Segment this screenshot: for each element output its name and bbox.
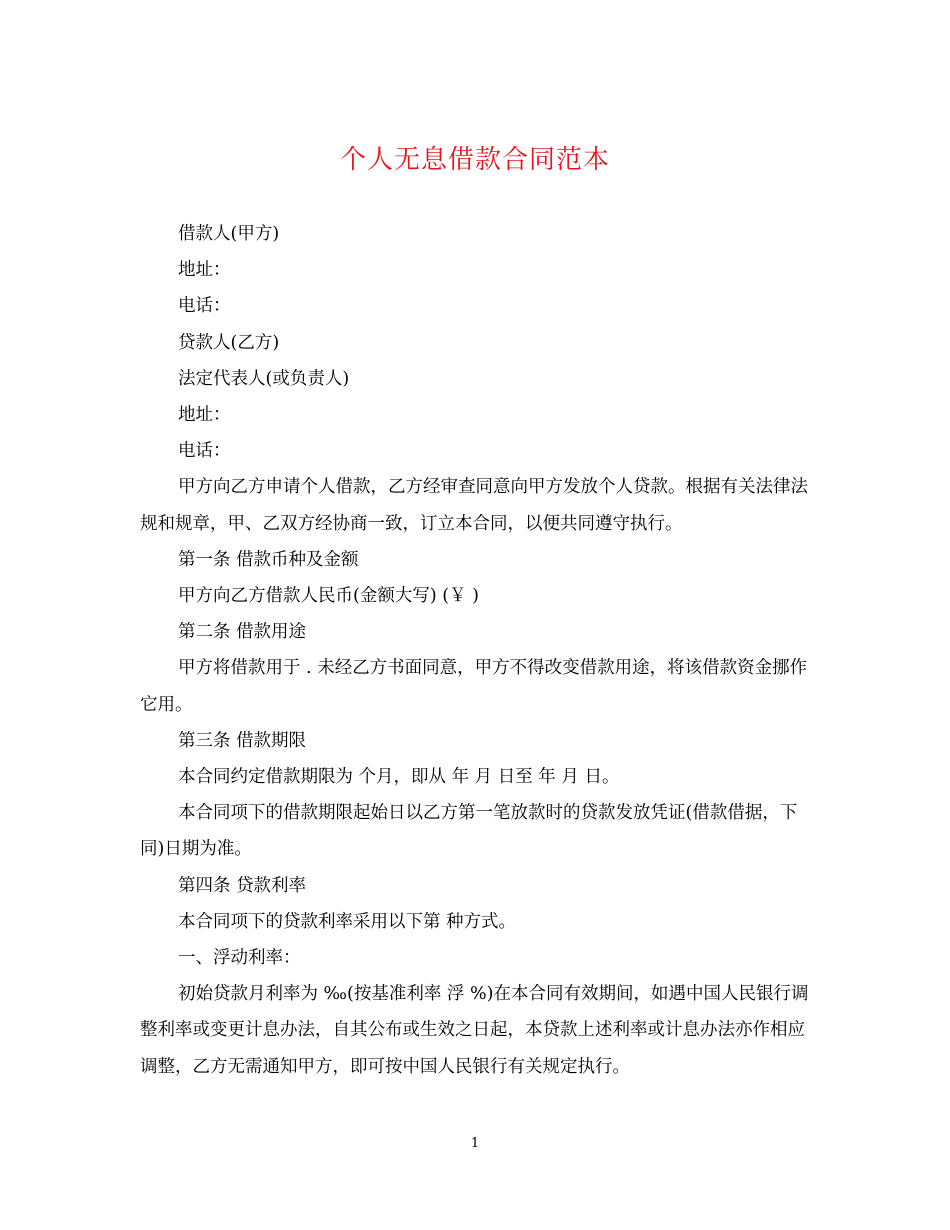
borrower-label: 借款人(甲方): [178, 224, 280, 244]
article-3-heading: 第三条 借款期限: [178, 730, 307, 751]
article-1-heading: 第一条 借款币种及金额: [178, 549, 359, 570]
lender-address-label: 地址：: [178, 405, 231, 426]
article-4-heading: 第四条 贷款利率: [178, 875, 307, 896]
lender-label: 贷款人(乙方): [178, 332, 280, 353]
article-2-heading: 第二条 借款用途: [178, 622, 307, 643]
floating-rate-heading: 一、浮动利率：: [178, 948, 301, 969]
borrower-phone-label: 电话：: [178, 296, 231, 317]
preamble-paragraph: 甲方向乙方申请个人借款，乙方经审查同意向甲方发放个人贷款。根据有关法律法规和规章，甲、乙双方经协商一致，订立本合同，以便共同遵守执行。: [140, 477, 808, 534]
page-number: 1: [470, 1136, 480, 1151]
article-3-text-2: 本合同项下的借款期限起始日以乙方第一笔放款时的贷款发放凭证(借款借据，下同)日期为准。: [140, 803, 798, 860]
legal-representative-label: 法定代表人(或负责人): [178, 368, 350, 389]
article-4-text: 本合同项下的贷款利率采用以下第 种方式。: [178, 911, 517, 932]
article-2-text: 甲方将借款用于 . 未经乙方书面同意，甲方不得改变借款用途，将该借款资金挪作它用。: [140, 658, 808, 715]
borrower-address-label: 地址：: [178, 260, 231, 281]
lender-phone-label: 电话：: [178, 441, 231, 462]
floating-rate-text: 初始贷款月利率为 ‰(按基准利率 浮 %)在本合同有效期间，如遇中国人民银行调整利率或变更计息办法，自其公布或生效之日起，本贷款上述利率或计息办法亦作相应调整，乙方无需通知甲方，即可按中国人民银行有关规定执行。: [140, 984, 809, 1077]
document-body: [140, 216, 812, 1085]
article-1-text: 甲方向乙方借款人民币(金额大写) (￥ ): [178, 586, 479, 607]
document-title: 个人无息借款合同范本: [339, 145, 610, 175]
article-3-text: 本合同约定借款期限为 个月，即从 年 月 日至 年 月 日。: [178, 767, 620, 788]
